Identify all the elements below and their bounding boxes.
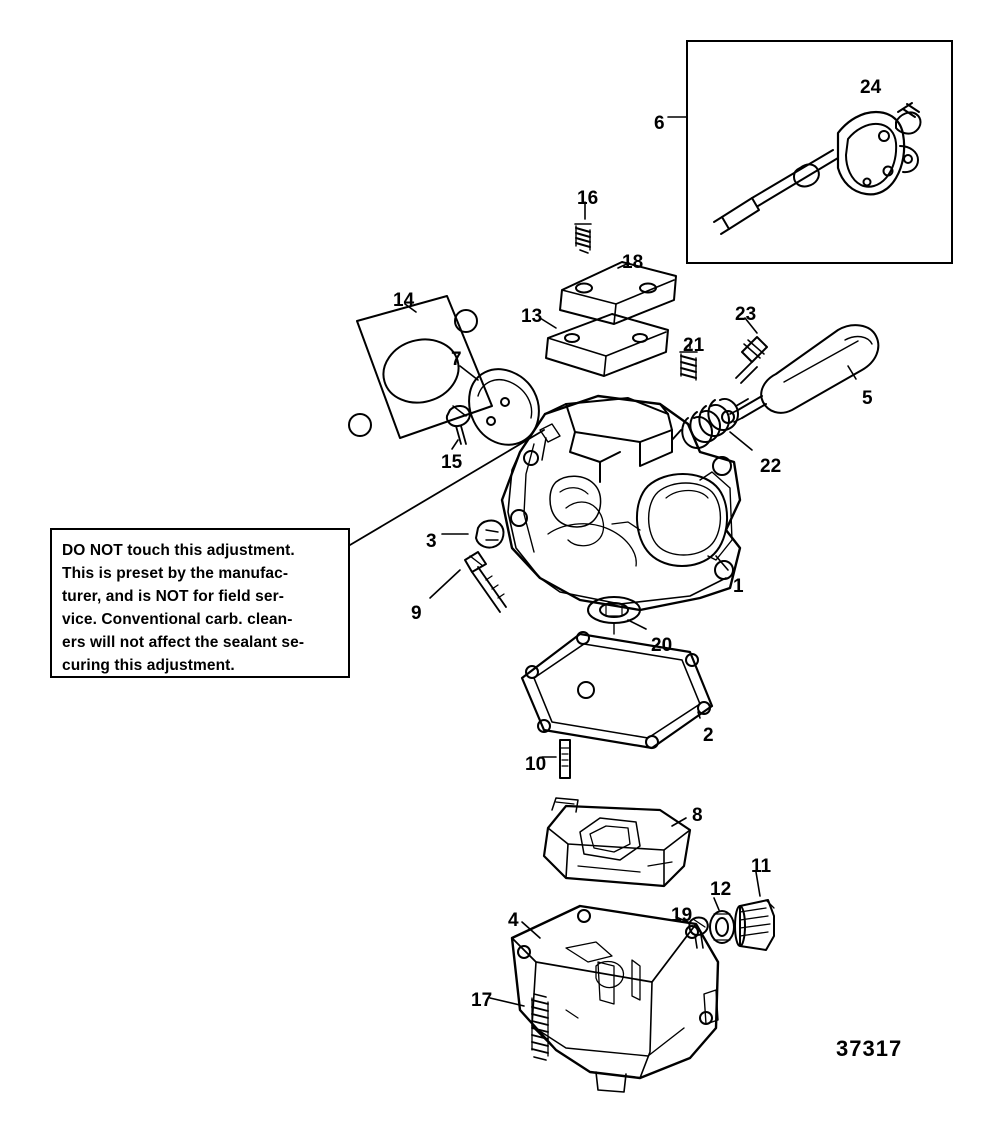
part-21-spring bbox=[680, 352, 697, 380]
part-13-diaphragm-plate bbox=[546, 314, 668, 376]
callout-number-7: 7 bbox=[451, 349, 462, 370]
part-15-screw bbox=[447, 406, 470, 444]
note-line-1: DO NOT touch this adjustment. bbox=[62, 542, 295, 559]
callout-number-12: 12 bbox=[710, 879, 732, 900]
callout-number-18: 18 bbox=[622, 252, 644, 273]
callout-number-15: 15 bbox=[441, 452, 463, 473]
callout-number-11: 11 bbox=[751, 856, 772, 877]
callout-number-19: 19 bbox=[671, 905, 693, 926]
note-line-4: vice. Conventional carb. clean- bbox=[62, 611, 293, 628]
part-5-throttle-rod bbox=[722, 325, 878, 423]
part-16-spring bbox=[575, 224, 591, 253]
callout-number-21: 21 bbox=[683, 335, 705, 356]
warning-note-box bbox=[50, 528, 350, 678]
part-7-circular-cover bbox=[469, 369, 539, 445]
part-2-bowl-gasket bbox=[522, 632, 712, 748]
part-8-float bbox=[544, 798, 690, 886]
part-3-e-clip bbox=[476, 521, 503, 548]
callout-number-20: 20 bbox=[651, 635, 673, 656]
part-9-screw bbox=[465, 552, 506, 612]
callout-number-10: 10 bbox=[525, 754, 547, 775]
part-23-adjustment-screw bbox=[736, 337, 767, 383]
note-line-5: ers will not affect the sealant se- bbox=[62, 634, 305, 651]
note-line-3: turer, and is NOT for field ser- bbox=[62, 588, 284, 605]
callout-number-1: 1 bbox=[733, 576, 744, 597]
note-line-6: curing this adjustment. bbox=[62, 657, 235, 674]
callout-number-3: 3 bbox=[426, 531, 437, 552]
callout-number-13: 13 bbox=[521, 306, 543, 327]
inset-detail-frame bbox=[686, 40, 953, 264]
callout-number-4: 4 bbox=[508, 910, 519, 931]
callout-number-9: 9 bbox=[411, 603, 422, 624]
callout-number-5: 5 bbox=[862, 388, 873, 409]
part-10-jet bbox=[560, 740, 570, 778]
part-1-carburetor-body bbox=[502, 396, 740, 610]
part-4-float-bowl bbox=[512, 906, 718, 1092]
part-22-coil-spring bbox=[672, 399, 748, 448]
part-11-drain-plug bbox=[735, 900, 774, 950]
callout-number-22: 22 bbox=[760, 456, 782, 477]
callout-number-16: 16 bbox=[577, 188, 599, 209]
part-12-washer bbox=[710, 911, 734, 943]
callout-number-17: 17 bbox=[471, 990, 493, 1011]
callout-number-6: 6 bbox=[654, 113, 665, 134]
callout-number-2: 2 bbox=[703, 725, 714, 746]
callout-number-24: 24 bbox=[860, 77, 882, 98]
note-line-2: This is preset by the manufac- bbox=[62, 565, 289, 582]
drawing-number: 37317 bbox=[836, 1036, 903, 1061]
callout-number-23: 23 bbox=[735, 304, 757, 325]
callout-number-8: 8 bbox=[692, 805, 703, 826]
callout-number-14: 14 bbox=[393, 290, 415, 311]
